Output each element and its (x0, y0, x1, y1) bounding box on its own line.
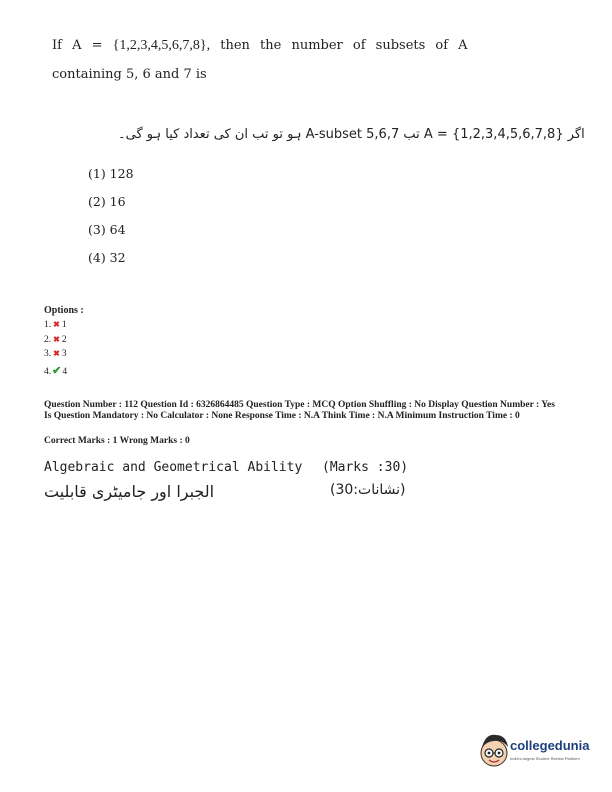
brand-name: collegedunia (510, 738, 590, 753)
option-2: (2) 16 (88, 194, 126, 209)
options-list-num: 4. (44, 367, 52, 377)
option-1: (1) 128 (88, 166, 134, 181)
cross-icon: ✖ (53, 335, 60, 344)
question-prefix: If A = (52, 38, 103, 53)
cross-icon: ✖ (53, 349, 60, 358)
check-icon: ✔ (52, 365, 62, 377)
section-title-urdu: الجبرا اور جامیٹری قابلیت (44, 482, 215, 501)
options-list-item (44, 349, 67, 359)
cross-icon: ✖ (53, 320, 60, 329)
question-set: {1,2,3,4,5,6,7,8}, (112, 38, 211, 53)
question-line-2: containing 5, 6 and 7 is (52, 67, 207, 82)
options-list-label: 4 (62, 367, 68, 377)
options-list-item (44, 364, 67, 377)
options-list-item (44, 320, 67, 330)
brand-tagline: India's largest Student Review Platform (510, 756, 580, 761)
option-3: (3) 64 (88, 222, 126, 237)
options-list-label: 2 (61, 335, 67, 345)
options-heading: Options : (44, 305, 84, 316)
options-list-label: 3 (61, 349, 67, 359)
question-metadata: Question Number : 112 Question Id : 6326864485 Question Type : MCQ Option Shuffling : No Display Question Number : Yes Is Question Mandatory : No Calculator : None Response Time : N.A Think Time : N.A Minimum Instruction Time : 0 (44, 400, 555, 421)
options-list-item (44, 335, 67, 345)
marks-info: Correct Marks : 1 Wrong Marks : 0 (44, 436, 190, 446)
section-marks: (Marks :30) (322, 460, 409, 475)
question-line-1 (52, 38, 468, 54)
options-list-num: 1. (44, 320, 52, 330)
section-marks-urdu: (نشانات:30) (330, 482, 406, 498)
question-urdu: اگر {1,2,3,4,5,6,7,8} = A تب A-subset 5,6,7 ہو تو تب ان کی تعداد کیا ہو گی۔ (118, 127, 585, 142)
options-list-num: 2. (44, 335, 52, 345)
option-4: (4) 32 (88, 250, 126, 265)
question-suffix: then the number of subsets of A (220, 38, 468, 53)
options-list-label: 1 (61, 320, 67, 330)
section-title: Algebraic and Geometrical Ability (44, 460, 303, 475)
options-list-num: 3. (44, 349, 52, 359)
